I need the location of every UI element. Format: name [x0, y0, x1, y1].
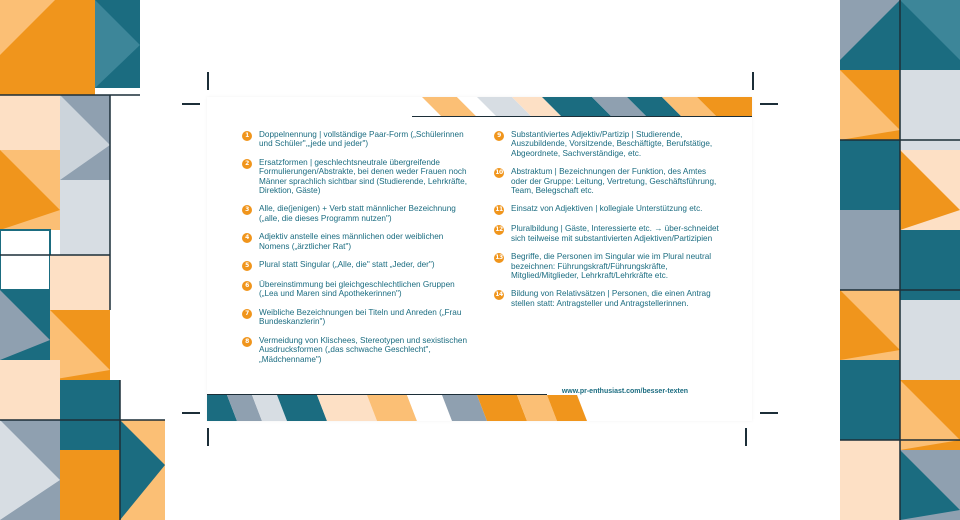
item-number-badge: 2 [242, 159, 252, 169]
list-item [494, 204, 720, 215]
item-text: Alle, die(jenigen) + Verb statt männlicher Bezeichnung („alle, die dieses Programm nutzen") [259, 204, 456, 223]
item-number-badge: 1 [242, 131, 252, 141]
list-item [494, 289, 720, 308]
item-text: Einsatz von Adjektiven | kollegiale Unterstützung etc. [511, 204, 703, 214]
item-text: Abstraktum | Bezeichnungen der Funktion, des Amtes oder der Gruppe: Leitung, Vertretung, Geschäftsführung, Team, Belegschaft etc. [511, 167, 717, 196]
list-item [494, 252, 720, 280]
item-number-badge: 6 [242, 281, 252, 291]
list-item [494, 167, 720, 195]
item-text: Weibliche Bezeichnungen bei Titeln und Anreden („Frau Bundeskanzlerin") [259, 307, 462, 327]
item-number-badge: 3 [242, 205, 252, 215]
list-item [242, 158, 472, 196]
right-geometric-decoration [840, 0, 960, 520]
item-number-badge: 9 [494, 131, 504, 141]
crop-mark [207, 72, 209, 90]
list-item [242, 260, 472, 271]
item-text: Doppelnennung | vollständige Paar-Form („Schülerinnen und Schüler",„jede und jeder") [259, 130, 464, 149]
item-text: Übereinstimmung bei gleichgeschlechtlichen Gruppen („Lea und Maren sind Apothekerinnen") [259, 280, 455, 299]
list-item [242, 130, 472, 149]
crop-mark [207, 428, 209, 446]
crop-mark [745, 428, 747, 446]
left-column [242, 130, 472, 373]
crop-mark [760, 103, 778, 105]
item-text: Adjektiv anstelle eines männlichen oder weiblichen Nomens („ärztlicher Rat") [259, 232, 444, 251]
crop-mark [752, 72, 754, 90]
item-number-badge: 5 [242, 261, 252, 271]
crop-mark [182, 412, 200, 414]
list-item [494, 224, 720, 243]
item-text: Vermeidung von Klischees, Stereotypen und sexistischen Ausdrucksformen („das schwache Geschlecht",„Mädchenname") [259, 335, 467, 364]
top-pattern-band [207, 97, 752, 117]
item-text: Plural statt Singular („Alle, die" statt „Jeder, der") [259, 260, 435, 270]
crop-mark [182, 103, 200, 105]
item-text: Begriffe, die Personen im Singular wie im Plural neutral bezeichnen: Führungskraft/Führungskräfte, Mitglied/Mitglieder, Lehrkraft/Lehrkräfte etc. [511, 252, 712, 281]
item-text: Pluralbildung | Gäste, Interessierte etc. → über-schneidet sich teilweise mit substantivierten Adjektiven/Partizipien [511, 224, 719, 243]
item-text: Bildung von Relativsätzen | Personen, die einen Antrag stellen statt: Antragsteller und Antragstellerinnen. [511, 289, 711, 308]
item-number-badge: 4 [242, 233, 252, 243]
item-number-badge: 7 [242, 309, 252, 319]
item-number-badge: 11 [495, 206, 503, 214]
left-geometric-decoration [0, 0, 170, 520]
bottom-pattern-band [207, 394, 752, 421]
website-url[interactable]: www.pr-enthusiast.com/besser-texten [561, 388, 688, 395]
list-item [242, 280, 472, 299]
list-item [242, 336, 472, 364]
item-number-badge: 10 [495, 169, 503, 177]
crop-mark [760, 412, 778, 414]
list-item [242, 204, 472, 223]
list-item [242, 232, 472, 251]
list-item [242, 308, 472, 327]
list-item [494, 130, 720, 158]
item-text: Ersatzformen | geschlechtsneutrale übergreifende Formulierungen/Abstrakte, bei denen weder Frauen noch Männer sprachlich sichtbar sind (Studierende, Lehrkräfte, Direktion, Gäste) [259, 157, 467, 196]
tips-card [207, 97, 752, 421]
item-number-badge: 12 [495, 226, 503, 234]
item-number-badge: 13 [495, 254, 503, 262]
item-text: Substantiviertes Adjektiv/Partizip | Studierende, Auszubildende, Vorsitzende, Beschäftigte, Berufstätige, Abgeordnete, Sachverständige, etc. [511, 130, 713, 158]
right-column [494, 130, 720, 317]
item-number-badge: 14 [495, 291, 503, 299]
item-number-badge: 8 [242, 337, 252, 347]
